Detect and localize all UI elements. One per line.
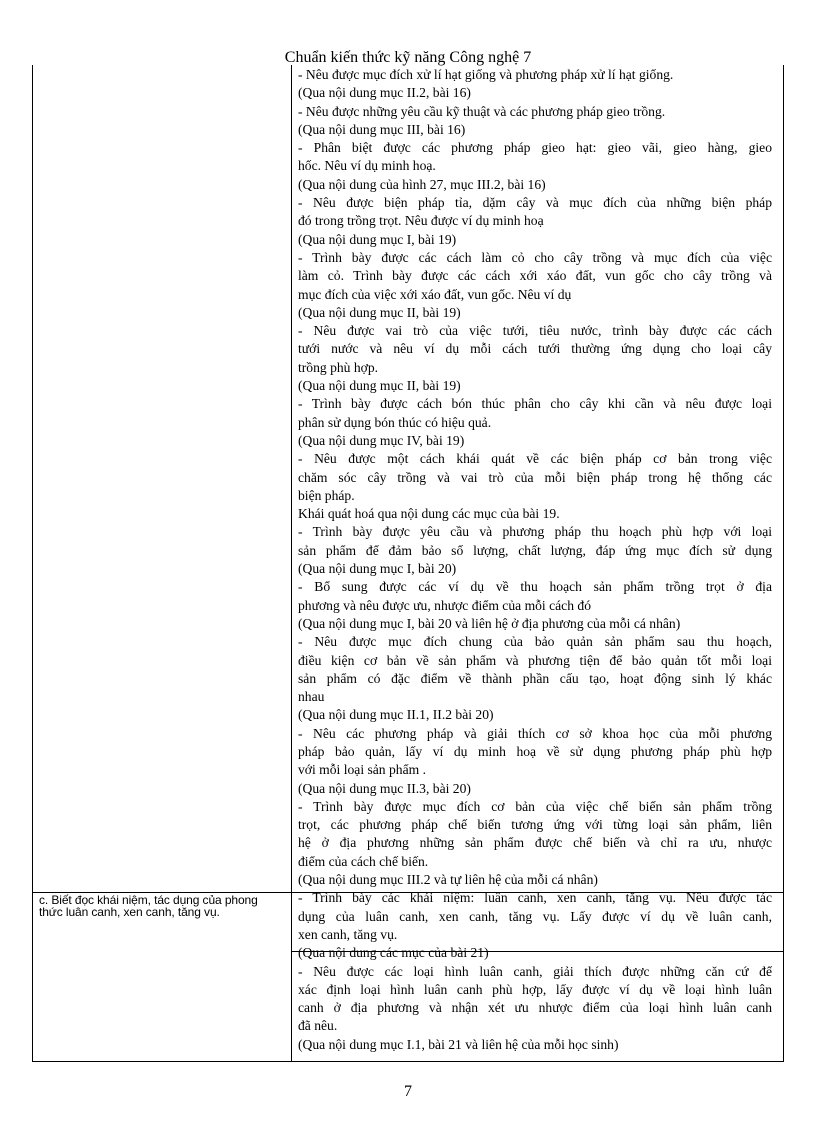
content-line: (Qua nội dung mục II.3, bài 20) <box>298 780 471 796</box>
content-line: - Trình bày được mục đích cơ bản của việc chế biến sản phẩm trồng <box>298 798 772 814</box>
content-line: xác định loại hình luân canh phù hợp, lấy được ví dụ về loại hình luân <box>298 981 772 997</box>
content-line: nhau <box>298 689 325 705</box>
content-line: phân sử dụng bón thúc có hiệu quả. <box>298 414 492 430</box>
content-line: - Nêu được những yêu cầu kỹ thuật và các phương pháp gieo trồng. <box>298 103 666 119</box>
content-line: (Qua nội dung mục III.2 và tự liên hệ của mỗi cá nhân) <box>298 872 598 888</box>
content-line: trồng phù hợp. <box>298 359 379 375</box>
table-bottom-border <box>33 1061 783 1062</box>
content-line: (Qua nội dung mục I, bài 20) <box>298 561 457 577</box>
content-line: (Qua nội dung mục II.2, bài 16) <box>298 85 471 101</box>
content-line: biện pháp. <box>298 487 355 503</box>
content-line: - Nêu được biện pháp tỉa, dặm cây và mục đích của những biện pháp <box>298 195 772 211</box>
content-line: sản phẩm để đảm bảo số lượng, chất lượng, đáp ứng mục đích sử dụng <box>298 542 772 558</box>
content-line: (Qua nội dung mục II.1, II.2 bài 20) <box>298 707 494 723</box>
content-line: (Qua nội dung mục IV, bài 19) <box>298 432 465 448</box>
content-line: sản phẩm có đặc điểm về thành phần cấu tạo, hoạt động sinh lý khác <box>298 670 772 686</box>
content-line: (Qua nội dung mục II, bài 19) <box>298 378 461 394</box>
content-line: điểm của cách chế biến. <box>298 853 429 869</box>
content-line: - Trình bày được yêu cầu và phương pháp thu hoạch phù hợp với loại <box>298 524 772 540</box>
content-line: - Bổ sung được các ví dụ về thu hoạch sản phẩm trồng trọt ở địa <box>298 579 772 595</box>
content-line: (Qua nội dung mục III, bài 16) <box>298 121 466 137</box>
content-line: (Qua nội dung mục I, bài 20 và liên hệ ở địa phương của mỗi cá nhân) <box>298 615 681 631</box>
content-line: Khái quát hoá qua nội dung các mục của bài 19. <box>298 506 560 522</box>
content-table <box>32 65 784 1062</box>
content-line: - Nêu được mục đích chung của bảo quản sản phẩm sau thu hoạch, <box>298 634 772 650</box>
left-cell-item-c: c. Biết đọc khái niệm, tác dụng của phong thức luân canh, xen canh, tăng vụ. <box>39 893 258 919</box>
column-divider <box>291 65 292 1062</box>
content-line: (Qua nội dung các mục của bài 21) <box>298 945 489 961</box>
content-line: - Trình bày được các cách làm cỏ cho cây trồng và mục đích của việc <box>298 249 772 265</box>
content-line: (Qua nội dung mục I, bài 19) <box>298 231 457 247</box>
content-line: điều kiện cơ bản về sản phẩm và phương tiện để bảo quản tốt mỗi loại <box>298 652 772 668</box>
content-line: - Phân biệt được các phương pháp gieo hạt: gieo vãi, gieo hàng, gieo <box>298 140 772 156</box>
content-line: trọt, các phương pháp chế biến tương ứng với từng loại sản phẩm, liên <box>298 817 772 833</box>
content-line: mục đích của việc xới xáo đất, vun gốc. Nêu ví dụ <box>298 286 572 302</box>
content-line: (Qua nội dung mục II, bài 19) <box>298 304 461 320</box>
content-line: - Nêu được vai trò của việc tưới, tiêu nước, trình bày được các cách <box>298 323 772 339</box>
content-line: pháp bảo quản, lấy ví dụ minh hoạ về sử dụng phương pháp phù hợp <box>298 743 772 759</box>
content-line: tưới nước và nêu ví dụ mỗi cách tưới thường ứng dụng cho loại cây <box>298 341 772 357</box>
content-line: xen canh, tăng vụ. <box>298 926 398 942</box>
content-line: - Nêu được các loại hình luân canh, giải thích được những căn cứ để <box>298 963 772 979</box>
content-line: hệ ở địa phương những sản phẩm được chế biến và chỉ ra ưu, nhược <box>298 835 772 851</box>
content-line: - Trình bày các khái niệm: luân canh, xen canh, tăng vụ. Nêu được tác <box>298 890 772 906</box>
content-line: đã nêu. <box>298 1018 338 1034</box>
content-line: với mỗi loại sản phẩm . <box>298 762 427 778</box>
content-line: làm cỏ. Trình bày được các cách xới xáo đất, vun gốc cho cây trồng và <box>298 268 772 284</box>
content-line: - Trình bày được cách bón thúc phân cho cây khi cần và nêu được loại <box>298 396 772 412</box>
content-line: chăm sóc cây trồng và vai trò của mỗi biện pháp trong hệ thống các <box>298 469 772 485</box>
content-line: - Nêu được một cách khái quát về các biện pháp cơ bản trong việc <box>298 451 772 467</box>
content-line: (Qua nội dung mục I.1, bài 21 và liên hệ của mỗi học sinh) <box>298 1036 619 1052</box>
content-line: dụng của luân canh, xen canh, tăng vụ. Lấy được ví dụ về luân canh, <box>298 908 772 924</box>
content-line: đó trong trồng trọt. Nêu được ví dụ minh hoạ <box>298 213 544 229</box>
content-line: hốc. Nêu ví dụ minh hoạ. <box>298 158 436 174</box>
right-column-content <box>298 66 772 1054</box>
content-line: - Nêu các phương pháp và giải thích cơ sở khoa học của mỗi phương <box>298 725 772 741</box>
page-header: Chuẩn kiến thức kỹ năng Công nghệ 7 <box>284 49 532 66</box>
page-number: 7 <box>404 1083 412 1100</box>
content-line: phương và nêu được ưu, nhược điểm của mỗi cách đó <box>298 597 592 613</box>
content-line: (Qua nội dung của hình 27, mục III.2, bài 16) <box>298 176 546 192</box>
content-line: - Nêu được mục đích xử lí hạt giống và phương pháp xử lí hạt giống. <box>298 67 674 82</box>
content-line: canh ở địa phương và nhận xét ưu nhược điểm của loại hình luân canh <box>298 1000 772 1016</box>
